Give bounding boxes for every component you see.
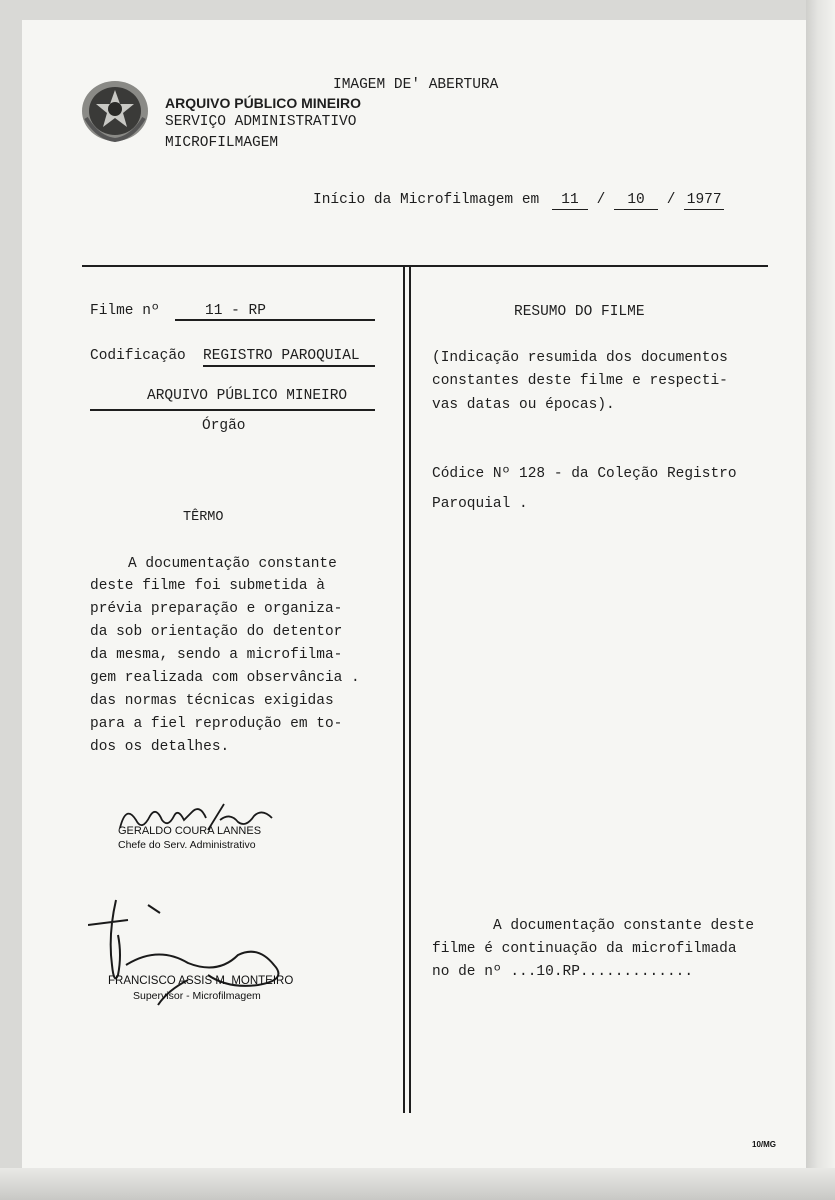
summary-content-line: Códice Nº 128 - da Coleção Registro xyxy=(432,466,737,482)
term-line: das normas técnicas exigidas xyxy=(90,693,334,709)
signature1-title: Chefe do Serv. Administrativo xyxy=(118,839,256,851)
continuation-line: A documentação constante deste xyxy=(493,918,755,934)
column-divider-left xyxy=(403,265,405,1113)
scan-bottom-strip xyxy=(0,1168,835,1200)
summary-title: RESUMO DO FILME xyxy=(514,304,645,320)
term-line: deste filme foi submetida à xyxy=(90,578,325,594)
film-value: 11 - RP xyxy=(205,303,266,319)
start-month: 10 xyxy=(614,193,658,210)
film-label: Filme nº xyxy=(90,303,160,319)
term-line: prévia preparação e organiza- xyxy=(90,601,343,617)
service-name: SERVIÇO ADMINISTRATIVO xyxy=(165,114,357,130)
start-year: 1977 xyxy=(684,193,724,210)
top-divider xyxy=(82,265,768,267)
organ-value: ARQUIVO PÚBLICO MINEIRO xyxy=(147,388,348,404)
signature2-title: Supervisor - Microfilmagem xyxy=(133,990,261,1002)
start-date-row xyxy=(313,193,724,210)
term-line: para a fiel reprodução em to- xyxy=(90,716,343,732)
date-separator: / xyxy=(666,192,676,208)
signature1-name: GERALDO COURA LANNES xyxy=(118,825,262,837)
archive-name: ARQUIVO PÚBLICO MINEIRO xyxy=(165,95,362,111)
term-line: da mesma, sendo a microfilma- xyxy=(90,647,343,663)
continuation-line: filme é continuação da microfilmada xyxy=(432,941,737,957)
start-day: 11 xyxy=(552,193,588,210)
form-code: 10/MG xyxy=(752,1140,777,1149)
coding-label: Codificação xyxy=(90,348,186,364)
term-line: gem realizada com observância . xyxy=(90,670,360,686)
film-underline xyxy=(175,319,375,321)
coding-underline xyxy=(203,365,375,367)
date-separator: / xyxy=(596,192,606,208)
term-title: TÊRMO xyxy=(183,510,224,525)
summary-instruction-line: vas datas ou épocas). xyxy=(432,397,615,413)
organ-underline xyxy=(90,409,375,411)
signature2-name: FRANCISCO ASSIS M. MONTEIRO xyxy=(108,975,294,987)
section-name: MICROFILMAGEM xyxy=(165,135,279,151)
coat-of-arms-seal xyxy=(78,78,152,144)
column-divider-right xyxy=(409,265,411,1113)
term-line: dos os detalhes. xyxy=(90,739,230,755)
opening-title: IMAGEM DE' ABERTURA xyxy=(333,77,499,93)
scan-edge xyxy=(806,0,835,1200)
continuation-line: no de nº ...10.RP............. xyxy=(432,964,694,980)
summary-instruction-line: constantes deste filme e respecti- xyxy=(432,373,728,389)
term-line: da sob orientação do detentor xyxy=(90,624,343,640)
summary-instruction-line: (Indicação resumida dos documentos xyxy=(432,350,728,366)
coding-value: REGISTRO PAROQUIAL xyxy=(203,348,360,364)
summary-content-line: Paroquial . xyxy=(432,496,528,512)
organ-label: Órgão xyxy=(202,418,246,434)
start-date-label: Início da Microfilmagem em xyxy=(313,192,540,208)
term-line: A documentação constante xyxy=(128,556,337,572)
